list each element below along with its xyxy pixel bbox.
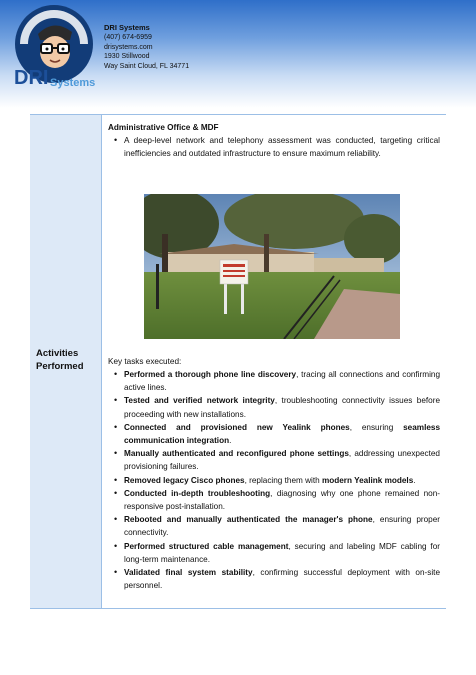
- tasks-list: [108, 368, 440, 592]
- company-phone: (407) 674-6959: [104, 33, 152, 41]
- logo-text-sub: Systems: [50, 77, 96, 89]
- task-item: • Tested and verified network integrity, troubleshooting connectivity issues before proceeding with new installations.: [108, 394, 440, 420]
- company-name: DRI Systems: [104, 23, 150, 32]
- task-item: • Removed legacy Cisco phones, replacing them with modern Yealink models.: [108, 474, 440, 487]
- company-website: drisystems.com: [104, 43, 153, 51]
- activities-table: [30, 114, 446, 609]
- tasks-intro: Key tasks executed:: [108, 357, 182, 366]
- task-item: • Manually authenticated and reconfigured phone settings, addressing unexpected provisioning failures.: [108, 447, 440, 473]
- company-logo: [8, 4, 100, 96]
- task-item: • Conducted in-depth troubleshooting, diagnosing why one phone remained non-responsive post-installation.: [108, 487, 440, 513]
- table-label-column: [30, 115, 102, 608]
- task-item: • Connected and provisioned new Yealink phones, ensuring seamless communication integration.: [108, 421, 440, 447]
- summary-list: [108, 134, 440, 160]
- task-item: • Validated final system stability, confirming successful deployment with on-site personnel.: [108, 566, 440, 592]
- company-address-line2: Way Saint Cloud, FL 34771: [104, 63, 190, 71]
- logo-text-main: DRI: [14, 67, 49, 89]
- task-item: • Performed a thorough phone line discovery, tracing all connections and confirming active lines.: [108, 368, 440, 394]
- section-title: Administrative Office & MDF: [108, 123, 219, 132]
- activities-label: [36, 348, 84, 373]
- activities-label-line2: Performed: [36, 360, 84, 372]
- summary-bullet: • A deep-level network and telephony assessment was conducted, targeting critical inefficiencies and outdated infrastructure to ensure maximum reliability.: [108, 134, 440, 160]
- task-item: • Rebooted and manually authenticated the manager's phone, ensuring proper connectivity.: [108, 513, 440, 539]
- site-photo: [144, 194, 400, 339]
- table-content-column: [108, 123, 441, 591]
- company-address-line1: 1930 Stillwood: [104, 53, 150, 61]
- company-contact-block: [104, 23, 189, 72]
- task-item: • Performed structured cable management, securing and labeling MDF cabling for long-term maintenance.: [108, 540, 440, 566]
- activities-label-line1: Activities: [36, 348, 79, 359]
